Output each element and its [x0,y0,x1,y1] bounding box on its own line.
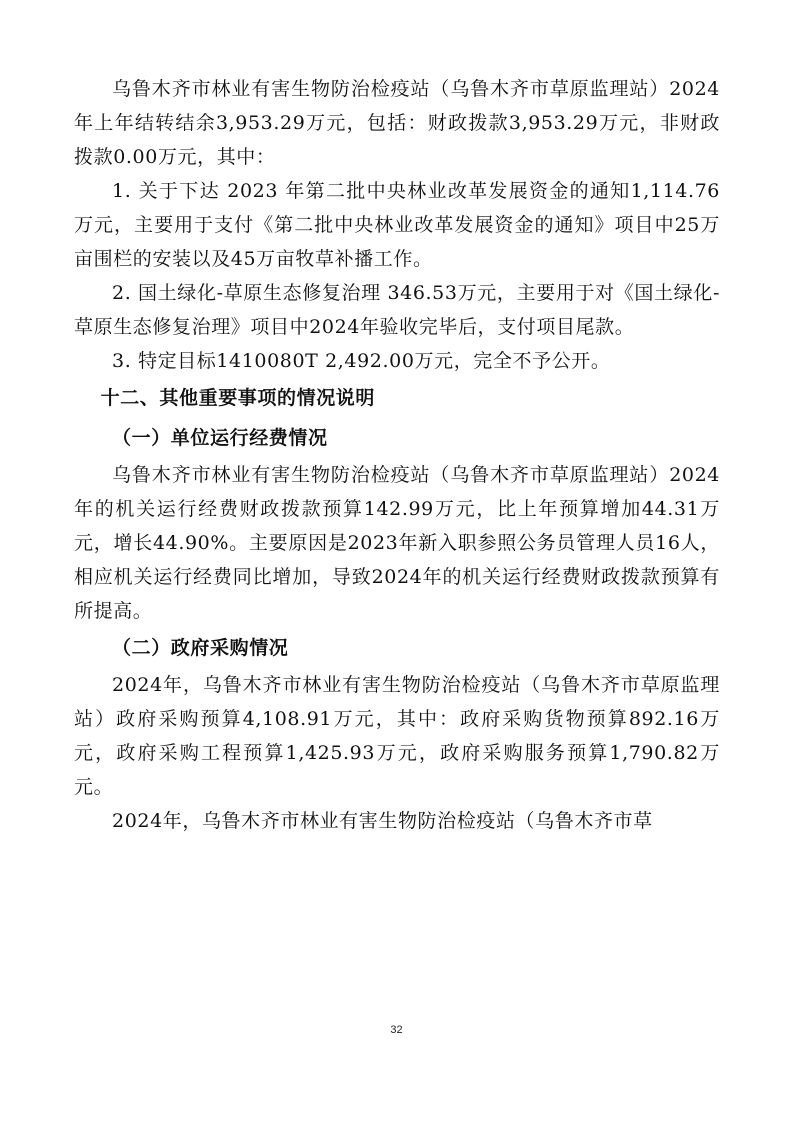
subsection-heading-government-procurement: （二）政府采购情况 [112,637,289,659]
page-number: 32 [390,1024,403,1036]
paragraph-item-2: 2. 国土绿化-草原生态修复治理 346.53万元，主要用于对《国土绿化-草原生态修复治理》项目中2024年验收完毕后，支付项目尾款。 [74,282,720,338]
paragraph-operating-expenses: 乌鲁木齐市林业有害生物防治检疫站（乌鲁木齐市草原监理站）2024年的机关运行经费财政拨款预算142.99万元，比上年预算增加44.31万元，增长44.90%。主要原因是2023年新入职参照公务员管理人员16人，相应机关运行经费同比增加，导致2024年的机关运行经费财政拨款预算有所提高。 [74,464,720,622]
paragraph-item-1: 1. 关于下达 2023 年第二批中央林业改革发展资金的通知1,114.76万元，主要用于支付《第二批中央林业改革发展资金的通知》项目中25万亩围栏的安装以及45万亩牧草补播工作。 [74,180,720,270]
paragraph-procurement-continued: 2024年，乌鲁木齐市林业有害生物防治检疫站（乌鲁木齐市草 [112,810,653,832]
paragraph-carryover-summary: 乌鲁木齐市林业有害生物防治检疫站（乌鲁木齐市草原监理站）2024年上年结转结余3,953.29万元，包括：财政拨款3,953.29万元，非财政拨款0.00万元，其中： [74,78,720,168]
paragraph-item-3: 3. 特定目标1410080T 2,492.00万元，完全不予公开。 [112,350,611,372]
section-heading-other-matters: 十二、其他重要事项的情况说明 [100,387,375,409]
paragraph-procurement-budget: 2024年，乌鲁木齐市林业有害生物防治检疫站（乌鲁木齐市草原监理站）政府采购预算4,108.91万元，其中：政府采购货物预算892.16万元，政府采购工程预算1,425.93万元，政府采购服务预算1,790.82万元。 [74,674,720,798]
subsection-heading-operating-expenses: （一）单位运行经费情况 [112,427,328,449]
document-body [74,72,720,838]
